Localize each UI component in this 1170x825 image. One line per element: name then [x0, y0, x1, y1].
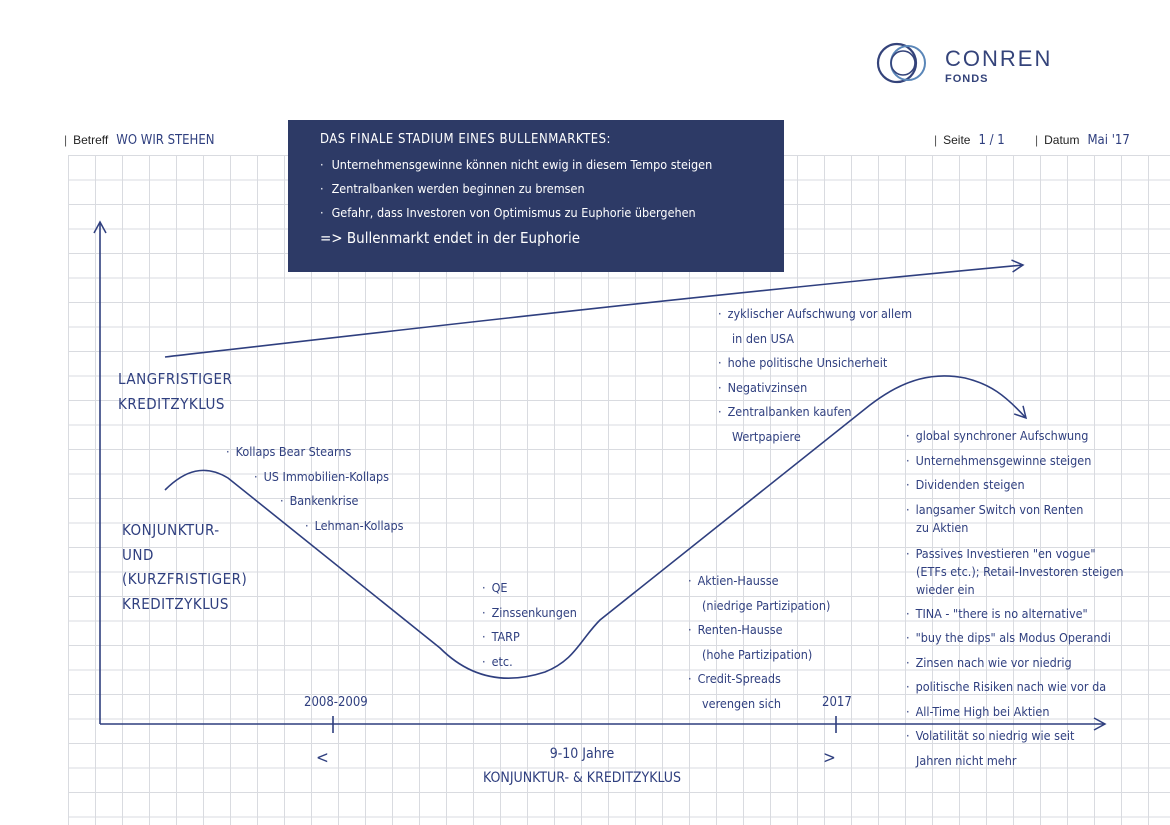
trough-note: · TARP	[482, 629, 520, 644]
header-betreff: | Betreff WO WIR STEHEN	[64, 133, 215, 148]
crisis-note: · US Immobilien-Kollaps	[254, 469, 390, 484]
box-bullet: · Unternehmensgewinne können nicht ewig in diesem Tempo steigen	[320, 157, 713, 172]
seite-label: Seite	[943, 133, 971, 147]
box-bullet: · Gefahr, dass Investoren von Optimismus zu Euphorie übergehen	[320, 205, 696, 220]
seite-value: 1 / 1	[978, 133, 1005, 148]
crisis-note: · Kollaps Bear Stearns	[226, 444, 352, 459]
long-cycle-label: LANGFRISTIGER KREDITZYKLUS	[118, 370, 233, 413]
header-datum: | Datum Mai '17	[1035, 133, 1130, 148]
betreff-value: WO WIR STEHEN	[116, 133, 215, 148]
box-conclusion: => Bullenmarkt endet in der Euphorie	[320, 229, 581, 247]
crisis-note: · Bankenkrise	[280, 493, 359, 508]
box-title: DAS FINALE STADIUM EINES BULLENMARKTES:	[320, 132, 611, 147]
trough-note: · etc.	[482, 654, 513, 669]
bull-market-info-box	[288, 120, 784, 272]
box-bullet: · Zentralbanken werden beginnen zu bremsen	[320, 181, 585, 196]
header-seite: | Seite 1 / 1	[934, 133, 1005, 148]
datum-value: Mai '17	[1087, 133, 1130, 148]
year-end-label: 2017	[822, 695, 852, 710]
logo-name: CONREN	[945, 46, 1053, 71]
crisis-note: · Lehman-Kollaps	[305, 518, 404, 533]
year-start-label: 2008-2009	[304, 695, 368, 710]
span-label: 9-10 Jahre KONJUNKTUR- & KREDITZYKLUS	[483, 746, 681, 786]
recovery-note: · Aktien-Hausse (niedrige Partizipation) · Renten-Hausse (hohe Partizipation) · Credit-Spreads verengen sich	[688, 573, 831, 711]
logo-sub: FONDS	[945, 73, 989, 85]
bracket-left: <	[316, 748, 329, 768]
bracket-right: >	[823, 748, 836, 768]
trough-note: · QE	[482, 580, 508, 595]
betreff-label: Betreff	[73, 133, 109, 147]
upper-note: · zyklischer Aufschwung vor allem in den USA · hohe politische Unsicherheit · Negativzinsen · Zentralbanken kaufen Wertpapiere	[718, 306, 913, 444]
short-cycle-label: KONJUNKTUR- UND (KURZFRISTIGER) KREDITZYKLUS	[122, 521, 248, 613]
trough-note: · Zinssenkungen	[482, 605, 577, 620]
datum-label: Datum	[1044, 133, 1080, 147]
right-notes: · global synchroner Aufschwung · Unternehmensgewinne steigen · Dividenden steigen · langsamer Switch von Renten zu Aktien · Passives Investieren "en vogue" (ETFs etc.); Retail-Investoren steigen wieder ein · TINA - "there is no alternative" · "buy the dips" als Modus Operandi · Zinsen nach wie vor niedrig · politische Risiken nach wie vor da · All-Time High bei Aktien · Volatilität so niedrig wie seit Jahren nicht mehr	[906, 428, 1124, 768]
